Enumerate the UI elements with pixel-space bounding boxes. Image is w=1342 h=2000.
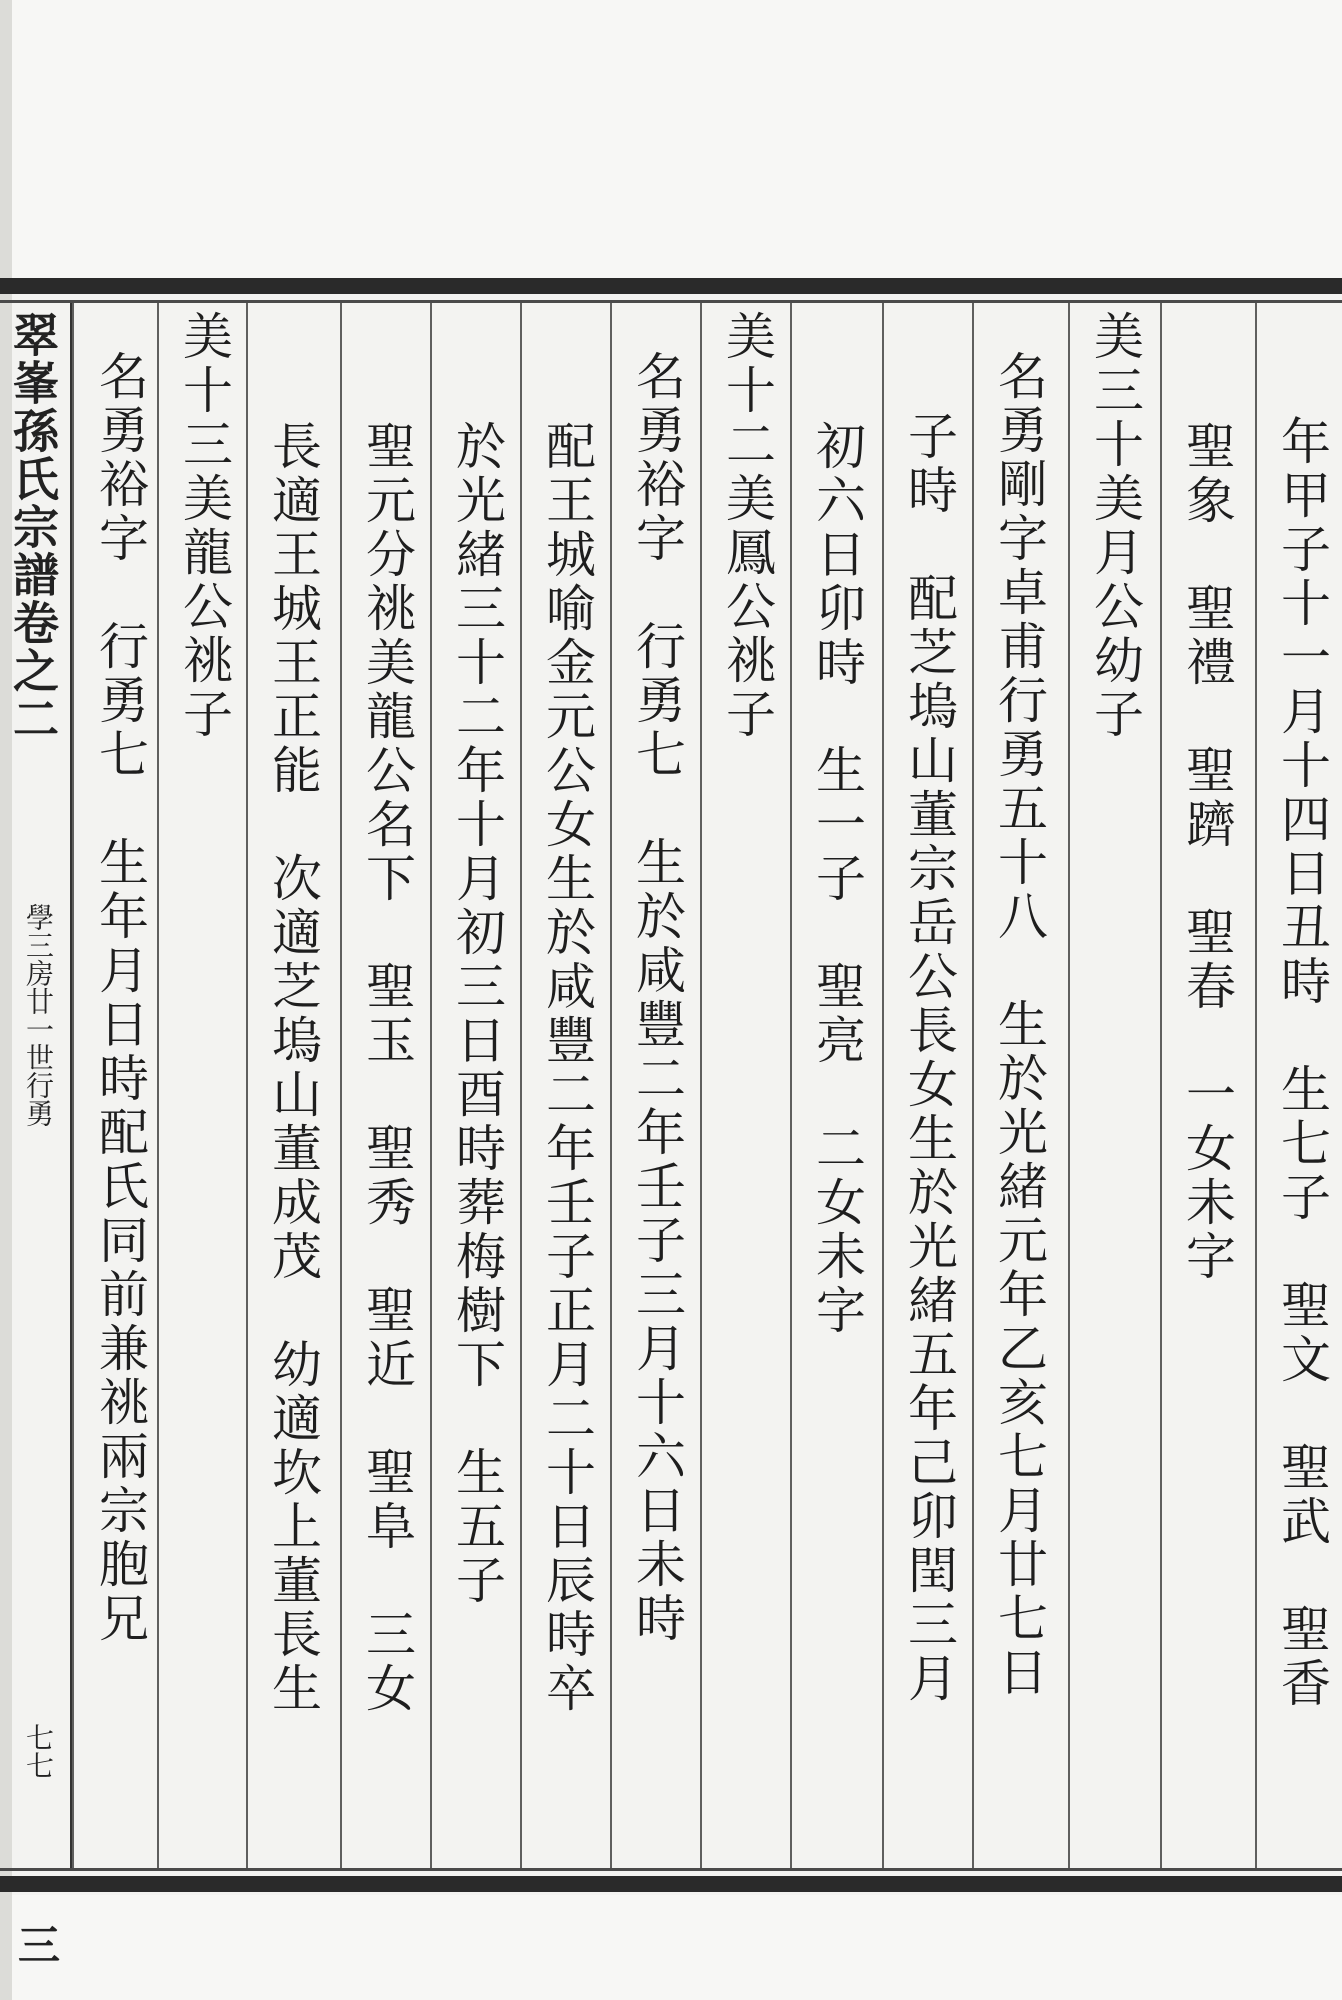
column-divider [700, 303, 702, 1868]
text-column-5: 子時 配芝塢山董宗岳公長女生於光緒五年己卯閏三月 [900, 410, 958, 1706]
column-divider [790, 303, 792, 1868]
spine-margin [6, 303, 72, 1965]
hall-name: 三 [12, 1923, 61, 1965]
text-column-10: 於光緒三十二年十月初三日酉時葬梅樹下 生五子 [448, 420, 506, 1608]
column-divider [72, 303, 74, 1868]
column-divider [1068, 303, 1070, 1868]
text-column-14: 名勇裕字 行勇七 生年月日時配氏同前兼祧兩宗胞兄 [91, 350, 149, 1646]
text-column-9: 配王城喻金元公女生於咸豐二年壬子正月二十日辰時卒 [538, 420, 596, 1716]
column-divider [972, 303, 974, 1868]
spine-title [6, 311, 66, 743]
bottom-border-inner-rule [0, 1868, 1342, 1871]
text-column-6: 初六日卯時 生一子 聖亮 二女未字 [808, 420, 866, 1338]
bottom-margin [0, 1895, 1342, 2000]
column-divider [1160, 303, 1162, 1868]
text-column-8: 名勇裕字 行勇七 生於咸豐二年壬子三月十六日未時 [628, 350, 686, 1646]
column-divider [1255, 303, 1257, 1868]
column-divider [610, 303, 612, 1868]
column-divider [882, 303, 884, 1868]
text-column-7: 美十二美鳳公祧子 [718, 310, 776, 742]
volume-label: 卷之二 [6, 599, 60, 743]
column-divider [520, 303, 522, 1868]
top-border-rule [0, 278, 1342, 294]
top-border-inner-rule [0, 300, 1342, 303]
column-divider [246, 303, 248, 1868]
column-divider [430, 303, 432, 1868]
page-number: 七七 [22, 1723, 55, 1779]
spine-section-label: 學三房廿一世行勇 [22, 903, 55, 1127]
book-title: 翠峯孫氏宗譜 [6, 311, 60, 599]
text-column-4: 名勇剛字卓甫行勇五十八 生於光緒元年乙亥七月廿七日 [990, 350, 1048, 1700]
text-column-3: 美三十美月公幼子 [1086, 310, 1144, 742]
bottom-border-rule [0, 1876, 1342, 1892]
text-column-2: 聖象 聖禮 聖躋 聖春 一女未字 [1178, 420, 1236, 1284]
text-column-11: 聖元分祧美龍公名下 聖玉 聖秀 聖近 聖阜 三女 [358, 420, 416, 1716]
top-margin [0, 0, 1342, 278]
text-column-12: 長適王城王正能 次適芝塢山董成茂 幼適坎上董長生 [264, 420, 322, 1716]
column-divider [340, 303, 342, 1868]
text-column-13: 美十三美龍公祧子 [175, 310, 233, 742]
text-column-1: 年甲子十一月十四日丑時 生七子 聖文 聖武 聖香 [1273, 415, 1331, 1711]
